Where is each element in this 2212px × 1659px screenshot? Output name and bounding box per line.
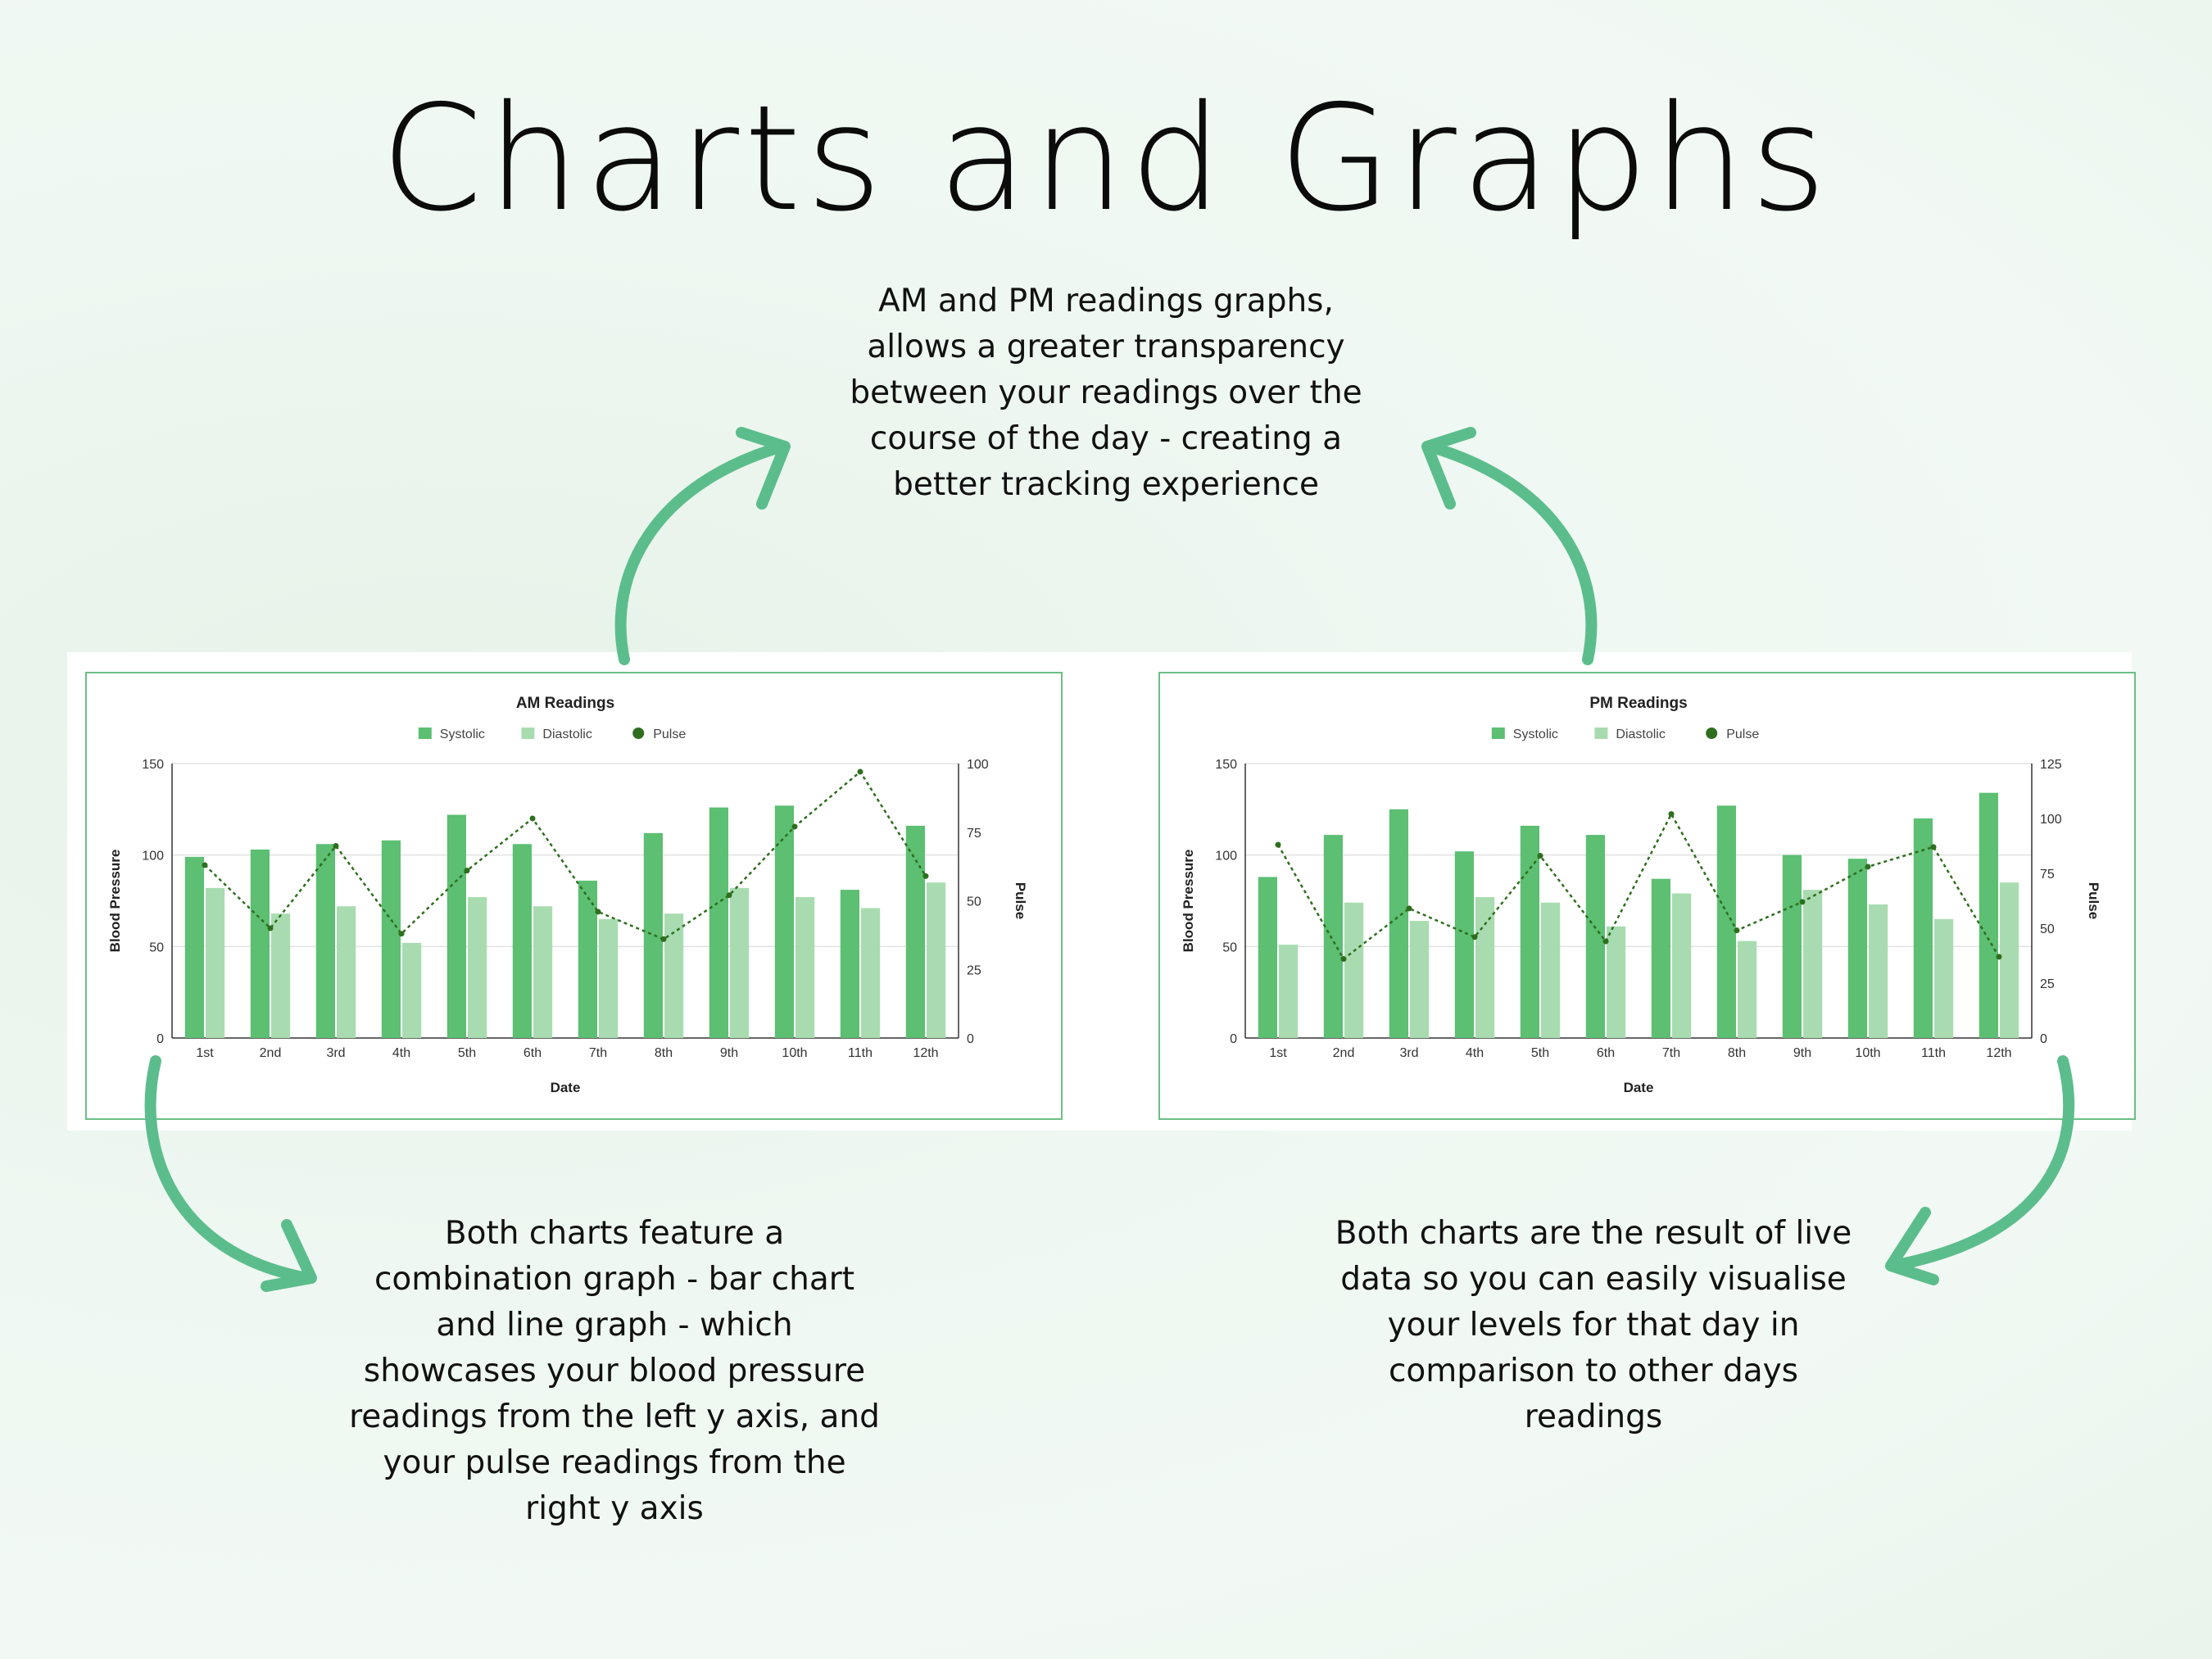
top-description-line: AM and PM readings graphs, [878, 283, 1334, 320]
x-tick-label: 9th [719, 1046, 739, 1060]
x-tick-label: 5th [457, 1046, 477, 1060]
legend-label-diastolic: Diastolic [542, 728, 592, 741]
bottom-left-description [328, 1211, 901, 1532]
bottom-left-line: your pulse readings from the [383, 1444, 846, 1481]
y2-tick-label: 100 [967, 758, 989, 772]
chart-title: AM Readings [515, 695, 615, 712]
top-description-line: better tracking experience [893, 466, 1319, 503]
y2-axis-title: Pulse [1013, 882, 1028, 920]
x-tick-label: 11th [848, 1046, 873, 1060]
legend-label-systolic: Systolic [1512, 728, 1558, 741]
top-description-line: allows a greater transparency [867, 329, 1345, 365]
x-tick-label: 10th [1855, 1046, 1881, 1060]
legend-label-systolic: Systolic [439, 728, 485, 741]
x-axis-title: Date [1623, 1080, 1654, 1095]
arrow-top-left [621, 433, 785, 660]
x-tick-label: 9th [1793, 1046, 1812, 1060]
bottom-right-line: your levels for that day in [1387, 1307, 1800, 1344]
y-tick-label: 50 [1222, 941, 1237, 955]
y2-tick-label: 75 [2040, 868, 2055, 882]
x-tick-label: 6th [523, 1046, 542, 1060]
y2-tick-label: 125 [2040, 758, 2062, 772]
y-axis-title: Blood Pressure [107, 849, 123, 953]
bottom-left-line: and line graph - which [436, 1307, 793, 1344]
bottom-right-description [1299, 1211, 1888, 1440]
x-tick-label: 3rd [326, 1046, 346, 1060]
y-tick-label: 150 [1215, 758, 1237, 772]
x-tick-label: 6th [1596, 1046, 1616, 1060]
page-title: Charts and Graphs [380, 74, 1832, 243]
x-tick-label: 1st [1269, 1046, 1287, 1060]
bottom-left-line: showcases your blood pressure [363, 1353, 866, 1389]
arrow-bottom-right [1891, 1061, 2069, 1280]
bottom-left-line: Both charts feature a [444, 1215, 785, 1252]
y-tick-label: 150 [142, 758, 164, 772]
bottom-right-line: comparison to other days [1388, 1353, 1798, 1389]
arrow-top-right [1427, 433, 1591, 660]
legend-label-pulse: Pulse [1726, 728, 1760, 741]
bottom-right-line: Both charts are the result of live [1335, 1215, 1852, 1252]
legend-label-diastolic: Diastolic [1616, 728, 1666, 741]
x-tick-label: 7th [588, 1046, 608, 1060]
x-tick-label: 11th [1921, 1046, 1946, 1060]
y2-tick-label: 0 [2040, 1032, 2047, 1046]
y2-tick-label: 75 [967, 826, 981, 841]
x-tick-label: 7th [1661, 1046, 1681, 1060]
y2-tick-label: 25 [2040, 977, 2055, 991]
top-description-line: between your readings over the [850, 374, 1362, 411]
y-tick-label: 0 [156, 1032, 164, 1046]
bottom-right-line: readings [1524, 1398, 1663, 1435]
y-tick-label: 0 [1230, 1032, 1237, 1046]
y2-tick-label: 50 [967, 895, 981, 909]
x-tick-label: 8th [1727, 1046, 1747, 1060]
x-tick-label: 4th [1465, 1046, 1484, 1060]
bottom-left-line: right y axis [525, 1490, 704, 1527]
y-tick-label: 100 [1215, 849, 1237, 863]
x-axis-title: Date [550, 1080, 581, 1095]
top-description-line: course of the day - creating a [869, 420, 1343, 457]
chart-title: PM Readings [1589, 695, 1688, 712]
y-tick-label: 100 [142, 849, 164, 863]
bottom-right-line: data so you can easily visualise [1340, 1261, 1847, 1298]
legend-label-pulse: Pulse [653, 728, 687, 741]
bottom-left-line: combination graph - bar chart [374, 1261, 855, 1298]
y2-tick-label: 50 [2040, 922, 2055, 936]
y2-tick-label: 100 [2040, 813, 2062, 827]
x-tick-label: 2nd [259, 1046, 282, 1060]
y2-axis-title: Pulse [2086, 882, 2101, 920]
x-tick-label: 5th [1530, 1046, 1550, 1060]
y2-tick-label: 25 [967, 963, 981, 978]
arrow-bottom-left [151, 1061, 311, 1286]
y-tick-label: 50 [149, 941, 164, 955]
x-tick-label: 10th [782, 1046, 808, 1060]
x-tick-label: 4th [392, 1046, 411, 1060]
y-axis-title: Blood Pressure [1181, 849, 1196, 953]
x-tick-label: 12th [1986, 1046, 2012, 1060]
x-tick-label: 3rd [1399, 1046, 1419, 1060]
x-tick-label: 2nd [1332, 1046, 1355, 1060]
x-tick-label: 1st [196, 1046, 214, 1060]
x-tick-label: 12th [913, 1046, 939, 1060]
y2-tick-label: 0 [967, 1032, 974, 1046]
x-tick-label: 8th [654, 1046, 673, 1060]
bottom-left-line: readings from the left y axis, and [349, 1398, 880, 1435]
